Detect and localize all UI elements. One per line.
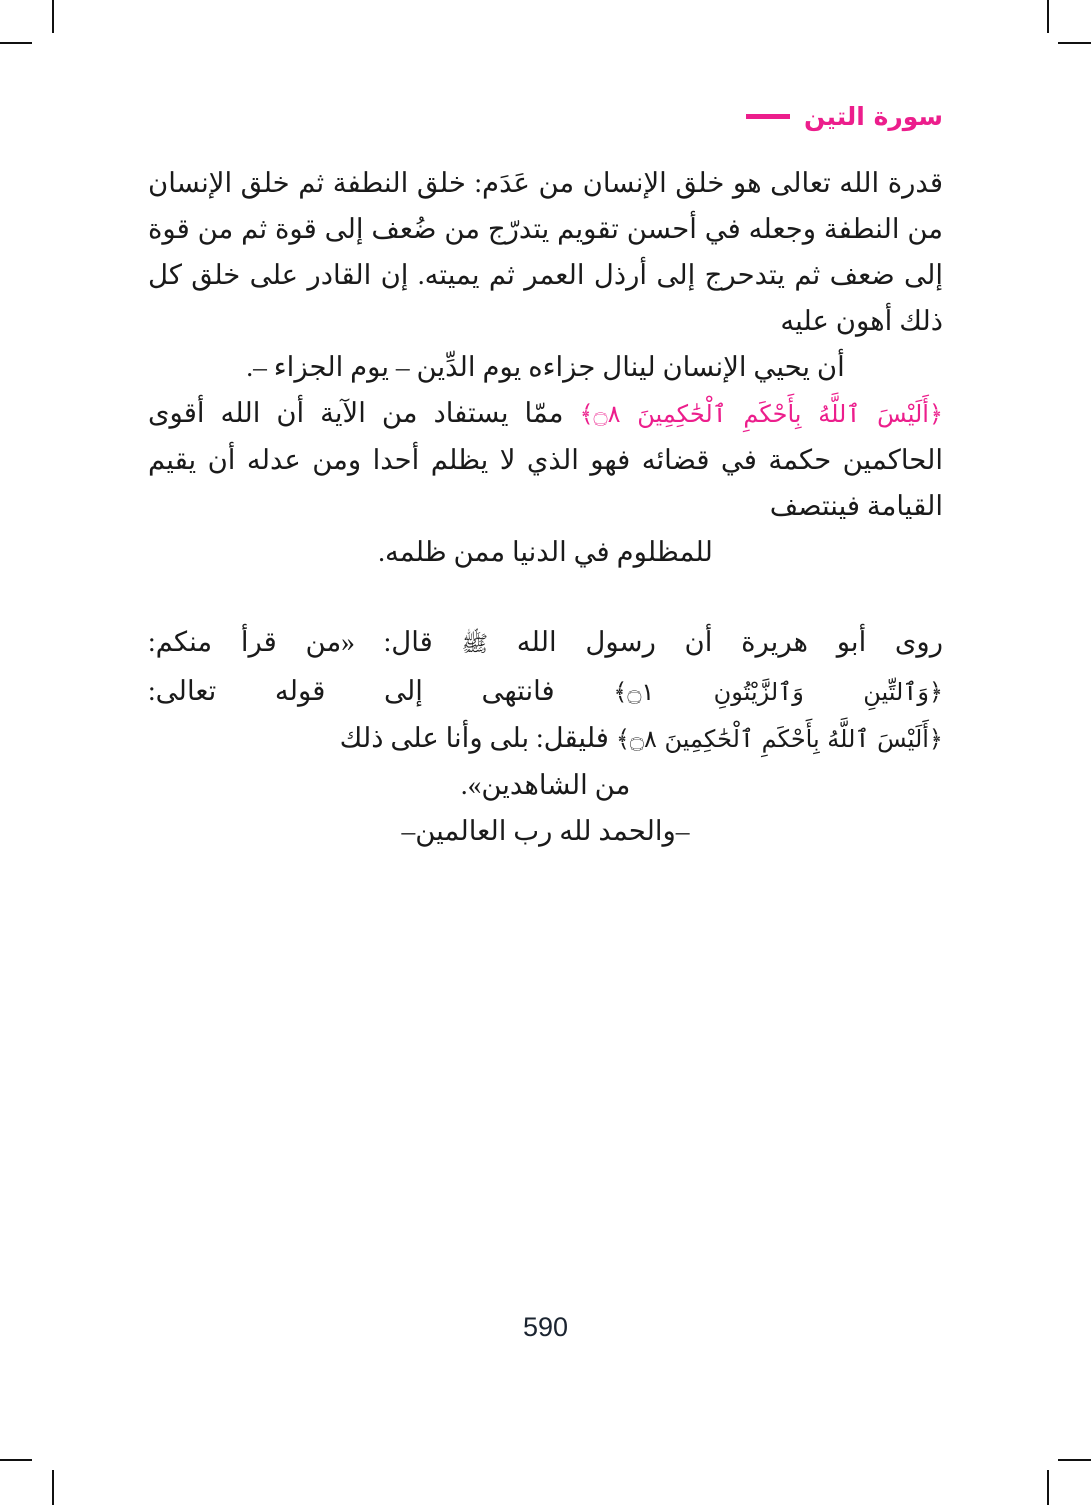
paragraph-2-line-3: للمظلوم في الدنيا ممن ظلمه. [378, 536, 713, 567]
running-head [746, 104, 943, 129]
crop-mark-top-right-vertical [1047, 0, 1049, 33]
hadith-narrator-intro: روى أبو هريرة أن رسول الله [516, 626, 943, 657]
crop-mark-bottom-left-vertical [52, 1470, 54, 1505]
paragraph-2-line-3-wrap [148, 529, 943, 575]
crop-mark-bottom-right-horizontal [1058, 1459, 1091, 1461]
paragraph-1-line-4: أن يحيي الإنسان لينال جزاءه يوم الدِّين – يوم الجزاء –. [246, 351, 845, 382]
crop-mark-bottom-left-horizontal [0, 1459, 32, 1461]
quran-verse-wattini-wazzaytun: ﴿وَٱلتِّينِ وَٱلزَّيْتُونِ ۝١﴾ [613, 678, 944, 706]
paragraph-1-line-2: النطفة وجعله في أحسن تقويم يتدرّج من ضُعف إلى قوة ثم من قوة إلى ضعف [148, 213, 943, 290]
hadith-line-2-after: فليقل: بلى وأنا على ذلك [339, 722, 609, 753]
page-body [148, 160, 943, 854]
quran-verse-alaysa-allahu-pink: ﴿أَلَيْسَ ٱللَّهُ بِأَحْكَمِ ٱلْحَٰكِمِينَ ۝٨﴾ [579, 400, 944, 428]
crop-mark-top-left-horizontal [0, 42, 32, 44]
hadith-line-3: من الشاهدين». [460, 769, 631, 800]
closing-doxology-wrap [148, 808, 943, 854]
crop-mark-top-left-vertical [52, 0, 54, 33]
paragraph-1-line-3: ثم يتدحرج إلى أرذل العمر ثم يميته. إن القادر على خلق كل ذلك أهون عليه [148, 259, 943, 336]
crop-mark-bottom-right-vertical [1047, 1470, 1049, 1505]
paragraph-wisest-of-judges [148, 390, 943, 529]
paragraph-1-line-1: قدرة الله تعالى هو خلق الإنسان من عَدَم: خلق النطفة ثم خلق الإنسان من [148, 167, 944, 244]
hadith-line-2-before: فانتهى إلى قوله تعالى: [148, 675, 555, 706]
hadith-after-sallam: قال: «من قرأ منكم: [148, 626, 433, 657]
header-rule-icon [746, 114, 790, 119]
quran-verse-alaysa-allahu-black: ﴿أَلَيْسَ ٱللَّهُ بِأَحْكَمِ ٱلْحَٰكِمِينَ ۝٨﴾ [615, 725, 943, 753]
paragraph-creation-power [148, 160, 943, 344]
paragraph-2-line-2: حكمة في قضائه فهو الذي لا يظلم أحدا ومن عدله أن يقيم القيامة فينتصف [148, 444, 943, 521]
hadith-line-3-wrap [148, 762, 943, 808]
paragraph-2-after-verse: ممّا يستفاد من الآية أن الله أقوى الحاكمين [148, 397, 943, 475]
closing-doxology: –والحمد لله رب العالمين– [401, 815, 690, 846]
paragraph-1-line-4-wrap [148, 344, 943, 390]
page-number: 590 [522, 1312, 569, 1342]
sallallahu-alayhi-wasallam-icon: ﷺ [461, 632, 489, 657]
paragraph-hadith-abu-hurayra [148, 619, 943, 762]
surah-title: سورة التين [804, 102, 943, 131]
crop-mark-top-right-horizontal [1058, 42, 1091, 44]
